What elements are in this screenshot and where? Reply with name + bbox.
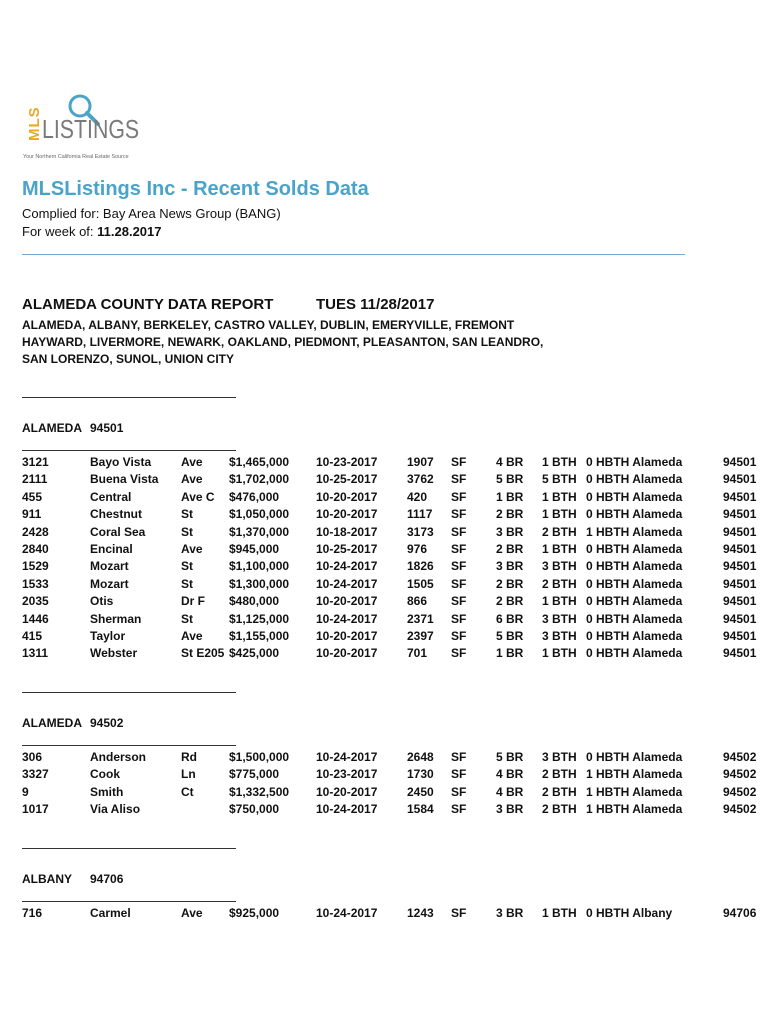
logo-tagline: Your Northern California Real Estate Source [23, 154, 129, 160]
bathrooms: 1 BTH [542, 906, 577, 920]
section-separator [22, 848, 236, 849]
sale-price: $925,000 [229, 906, 280, 920]
street-suffix: Ave [181, 472, 203, 487]
table-row [0, 785, 768, 802]
property-type: SF [451, 750, 467, 764]
bathrooms: 3 BTH [542, 629, 577, 643]
logo-listings-text: LISTINGS [42, 114, 140, 144]
sale-price: $1,100,000 [229, 559, 290, 574]
zip-code: 94502 [723, 784, 757, 799]
street-suffix: Ln [181, 767, 196, 782]
zip-code: 94501 [723, 507, 757, 522]
table-row [0, 577, 768, 594]
property-type: SF [451, 542, 467, 556]
street-number: 1446 [22, 611, 49, 626]
half-baths-city: 0 HBTH Alameda [586, 455, 683, 469]
half-baths-city: 0 HBTH Albany [586, 906, 673, 920]
bathrooms: 2 BTH [542, 576, 577, 591]
street-number: 2035 [22, 594, 49, 609]
sale-date: 10-20-2017 [316, 784, 378, 799]
sale-date: 10-23-2017 [316, 455, 378, 469]
sale-price: $476,000 [229, 489, 280, 504]
property-type: SF [451, 559, 467, 574]
street-suffix: Ave [181, 906, 203, 920]
sale-price: $945,000 [229, 542, 280, 556]
street-name: Anderson [90, 750, 147, 764]
bathrooms: 1 BTH [542, 489, 577, 504]
half-baths-city: 0 HBTH Alameda [586, 559, 683, 574]
street-suffix: St [181, 611, 193, 626]
street-number: 9 [22, 784, 29, 799]
bathrooms: 1 BTH [542, 455, 577, 469]
street-number: 455 [22, 489, 43, 504]
bathrooms: 3 BTH [542, 611, 577, 626]
half-baths-city: 0 HBTH Alameda [586, 611, 683, 626]
street-suffix: Ave C [181, 489, 215, 504]
table-row [0, 490, 768, 507]
square-feet: 2648 [407, 750, 434, 764]
street-name: Chestnut [90, 507, 142, 522]
property-type: SF [451, 594, 467, 609]
sale-date: 10-25-2017 [316, 542, 378, 556]
section-zip: 94502 [90, 716, 124, 730]
mlslistings-logo [22, 92, 152, 164]
cities-line-3: SAN LORENZO, SUNOL, UNION CITY [22, 352, 235, 366]
table-row [0, 455, 768, 472]
half-baths-city: 0 HBTH Alameda [586, 750, 683, 764]
sale-date: 10-24-2017 [316, 802, 378, 817]
zip-code: 94706 [723, 906, 757, 920]
street-name: Buena Vista [90, 472, 159, 487]
street-name: Carmel [90, 906, 131, 920]
bedrooms: 4 BR [496, 784, 524, 799]
section-separator [22, 692, 236, 693]
cities-line-2: HAYWARD, LIVERMORE, NEWARK, OAKLAND, PIEDMONT, PLEASANTON, SAN LEANDRO, [22, 335, 544, 349]
street-number: 2428 [22, 524, 49, 539]
table-row [0, 612, 768, 629]
street-name: Encinal [90, 542, 133, 556]
square-feet: 2450 [407, 784, 434, 799]
property-type: SF [451, 507, 467, 522]
header-divider [22, 254, 685, 255]
zip-code: 94502 [723, 767, 757, 782]
sale-price: $425,000 [229, 646, 280, 661]
half-baths-city: 0 HBTH Alameda [586, 507, 683, 522]
sale-date: 10-20-2017 [316, 507, 378, 522]
bathrooms: 1 BTH [542, 594, 577, 609]
half-baths-city: 0 HBTH Alameda [586, 489, 683, 504]
bathrooms: 3 BTH [542, 750, 577, 764]
half-baths-city: 0 HBTH Alameda [586, 576, 683, 591]
property-type: SF [451, 489, 467, 504]
bedrooms: 2 BR [496, 576, 524, 591]
square-feet: 1730 [407, 767, 434, 782]
property-type: SF [451, 784, 467, 799]
zip-code: 94501 [723, 646, 757, 661]
section-label [22, 716, 123, 730]
zip-code: 94501 [723, 455, 757, 469]
street-name: Webster [90, 646, 138, 661]
sale-price: $1,300,000 [229, 576, 290, 591]
report-date: TUES 11/28/2017 [316, 296, 435, 313]
week-of [22, 224, 162, 239]
compiled-for: Complied for: Bay Area News Group (BANG) [22, 206, 281, 221]
table-row [0, 802, 768, 819]
square-feet: 3762 [407, 472, 434, 487]
property-type: SF [451, 646, 467, 661]
bathrooms: 1 BTH [542, 646, 577, 661]
table-row [0, 559, 768, 576]
street-suffix: St [181, 559, 193, 574]
property-type: SF [451, 906, 467, 920]
street-suffix: Ave [181, 455, 203, 469]
street-number: 3327 [22, 767, 49, 782]
street-name: Sherman [90, 611, 142, 626]
property-type: SF [451, 802, 467, 817]
street-name: Mozart [90, 576, 129, 591]
week-of-value: 11.28.2017 [97, 224, 162, 239]
street-number: 2840 [22, 542, 49, 556]
table-row [0, 906, 768, 923]
half-baths-city: 1 HBTH Alameda [586, 802, 683, 817]
street-suffix: St [181, 507, 193, 522]
zip-code: 94501 [723, 594, 757, 609]
section-separator [22, 450, 236, 451]
sale-date: 10-20-2017 [316, 594, 378, 609]
section-separator [22, 745, 236, 746]
section-city: ALAMEDA [22, 421, 82, 435]
half-baths-city: 0 HBTH Alameda [586, 629, 683, 643]
property-type: SF [451, 611, 467, 626]
square-feet: 976 [407, 542, 428, 556]
sale-price: $1,465,000 [229, 455, 290, 469]
square-feet: 1243 [407, 906, 434, 920]
week-of-label: For week of: [22, 224, 98, 239]
zip-code: 94502 [723, 802, 757, 817]
street-number: 415 [22, 629, 43, 643]
square-feet: 1826 [407, 559, 434, 574]
section-zip: 94501 [90, 421, 124, 435]
street-number: 716 [22, 906, 43, 920]
square-feet: 1117 [407, 507, 433, 522]
street-suffix: Ave [181, 542, 203, 556]
bedrooms: 1 BR [496, 489, 524, 504]
section-city: ALBANY [22, 872, 72, 886]
sale-price: $1,155,000 [229, 629, 290, 643]
bedrooms: 3 BR [496, 906, 524, 920]
square-feet: 701 [407, 646, 428, 661]
square-feet: 1584 [407, 802, 434, 817]
street-number: 1017 [22, 802, 49, 817]
half-baths-city: 0 HBTH Alameda [586, 646, 683, 661]
bedrooms: 3 BR [496, 559, 524, 574]
table-row [0, 767, 768, 784]
street-name: Central [90, 489, 132, 504]
bathrooms: 2 BTH [542, 784, 577, 799]
street-name: Taylor [90, 629, 126, 643]
square-feet: 866 [407, 594, 428, 609]
zip-code: 94501 [723, 611, 757, 626]
zip-code: 94501 [723, 542, 757, 556]
zip-code: 94501 [723, 524, 757, 539]
section-label [22, 421, 123, 435]
bedrooms: 4 BR [496, 767, 524, 782]
sale-date: 10-25-2017 [316, 472, 378, 487]
bedrooms: 2 BR [496, 507, 524, 522]
bedrooms: 2 BR [496, 542, 524, 556]
sale-date: 10-20-2017 [316, 646, 378, 661]
sale-date: 10-24-2017 [316, 611, 378, 626]
street-number: 3121 [22, 455, 49, 469]
bedrooms: 6 BR [496, 611, 524, 626]
table-row [0, 594, 768, 611]
street-suffix: Ave [181, 629, 203, 643]
table-row [0, 525, 768, 542]
table-row [0, 750, 768, 767]
property-type: SF [451, 767, 467, 782]
bedrooms: 5 BR [496, 629, 524, 643]
property-type: SF [451, 629, 467, 643]
table-row [0, 507, 768, 524]
cities-line-1: ALAMEDA, ALBANY, BERKELEY, CASTRO VALLEY, DUBLIN, EMERYVILLE, FREMONT [22, 318, 515, 332]
sale-date: 10-18-2017 [316, 524, 378, 539]
section-label [22, 872, 123, 886]
square-feet: 2371 [407, 611, 434, 626]
street-suffix: St [181, 576, 193, 591]
street-number: 2111 [22, 472, 48, 487]
table-row [0, 646, 768, 663]
bedrooms: 3 BR [496, 802, 524, 817]
zip-code: 94501 [723, 472, 757, 487]
property-type: SF [451, 472, 467, 487]
square-feet: 2397 [407, 629, 434, 643]
section-separator [22, 397, 236, 398]
sale-date: 10-24-2017 [316, 750, 378, 764]
street-number: 1533 [22, 576, 49, 591]
bathrooms: 1 BTH [542, 507, 577, 522]
section-city: ALAMEDA [22, 716, 82, 730]
sale-date: 10-24-2017 [316, 906, 378, 920]
street-number: 1529 [22, 559, 49, 574]
bedrooms: 4 BR [496, 455, 524, 469]
bedrooms: 3 BR [496, 524, 524, 539]
sale-date: 10-24-2017 [316, 559, 378, 574]
bathrooms: 2 BTH [542, 524, 577, 539]
zip-code: 94502 [723, 750, 757, 764]
sale-date: 10-23-2017 [316, 767, 378, 782]
sale-price: $750,000 [229, 802, 280, 817]
street-number: 911 [22, 507, 42, 522]
street-suffix: Rd [181, 750, 197, 764]
table-row [0, 629, 768, 646]
street-name: Otis [90, 594, 114, 609]
zip-code: 94501 [723, 489, 757, 504]
bathrooms: 3 BTH [542, 559, 577, 574]
street-name: Bayo Vista [90, 455, 152, 469]
half-baths-city: 0 HBTH Alameda [586, 472, 683, 487]
sale-price: $1,332,500 [229, 784, 290, 799]
zip-code: 94501 [723, 629, 757, 643]
street-name: Smith [90, 784, 124, 799]
street-name: Mozart [90, 559, 129, 574]
sale-price: $1,125,000 [229, 611, 290, 626]
sale-date: 10-24-2017 [316, 576, 378, 591]
half-baths-city: 1 HBTH Alameda [586, 767, 683, 782]
street-number: 306 [22, 750, 43, 764]
bedrooms: 5 BR [496, 472, 524, 487]
square-feet: 420 [407, 489, 428, 504]
property-type: SF [451, 524, 467, 539]
page-title: MLSListings Inc - Recent Solds Data [22, 178, 369, 200]
sale-price: $1,050,000 [229, 507, 290, 522]
sale-price: $775,000 [229, 767, 280, 782]
logo-mls-text: MLS [26, 106, 43, 142]
street-suffix: Dr F [181, 594, 205, 609]
bedrooms: 1 BR [496, 646, 524, 661]
sale-price: $1,370,000 [229, 524, 290, 539]
report-title: ALAMEDA COUNTY DATA REPORT [22, 296, 274, 313]
sale-price: $480,000 [229, 594, 280, 609]
zip-code: 94501 [723, 559, 757, 574]
street-number: 1311 [22, 646, 49, 661]
sale-price: $1,702,000 [229, 472, 290, 487]
street-suffix: St [181, 524, 193, 539]
bathrooms: 2 BTH [542, 802, 577, 817]
sale-date: 10-20-2017 [316, 629, 378, 643]
street-name: Coral Sea [90, 524, 146, 539]
bedrooms: 2 BR [496, 594, 524, 609]
half-baths-city: 1 HBTH Alameda [586, 784, 683, 799]
half-baths-city: 1 HBTH Alameda [586, 524, 683, 539]
half-baths-city: 0 HBTH Alameda [586, 594, 683, 609]
street-suffix: St E205 [181, 646, 225, 661]
square-feet: 1907 [407, 455, 434, 469]
half-baths-city: 0 HBTH Alameda [586, 542, 683, 556]
bathrooms: 5 BTH [542, 472, 577, 487]
bathrooms: 2 BTH [542, 767, 577, 782]
bathrooms: 1 BTH [542, 542, 577, 556]
property-type: SF [451, 576, 467, 591]
square-feet: 1505 [407, 576, 434, 591]
street-name: Cook [90, 767, 120, 782]
section-zip: 94706 [90, 872, 124, 886]
table-row [0, 542, 768, 559]
street-name: Via Aliso [90, 802, 141, 817]
property-type: SF [451, 455, 467, 469]
bedrooms: 5 BR [496, 750, 524, 764]
sale-price: $1,500,000 [229, 750, 290, 764]
sale-date: 10-20-2017 [316, 489, 378, 504]
table-row [0, 472, 768, 489]
square-feet: 3173 [407, 524, 434, 539]
zip-code: 94501 [723, 576, 757, 591]
street-suffix: Ct [181, 784, 194, 799]
section-separator [22, 901, 236, 902]
